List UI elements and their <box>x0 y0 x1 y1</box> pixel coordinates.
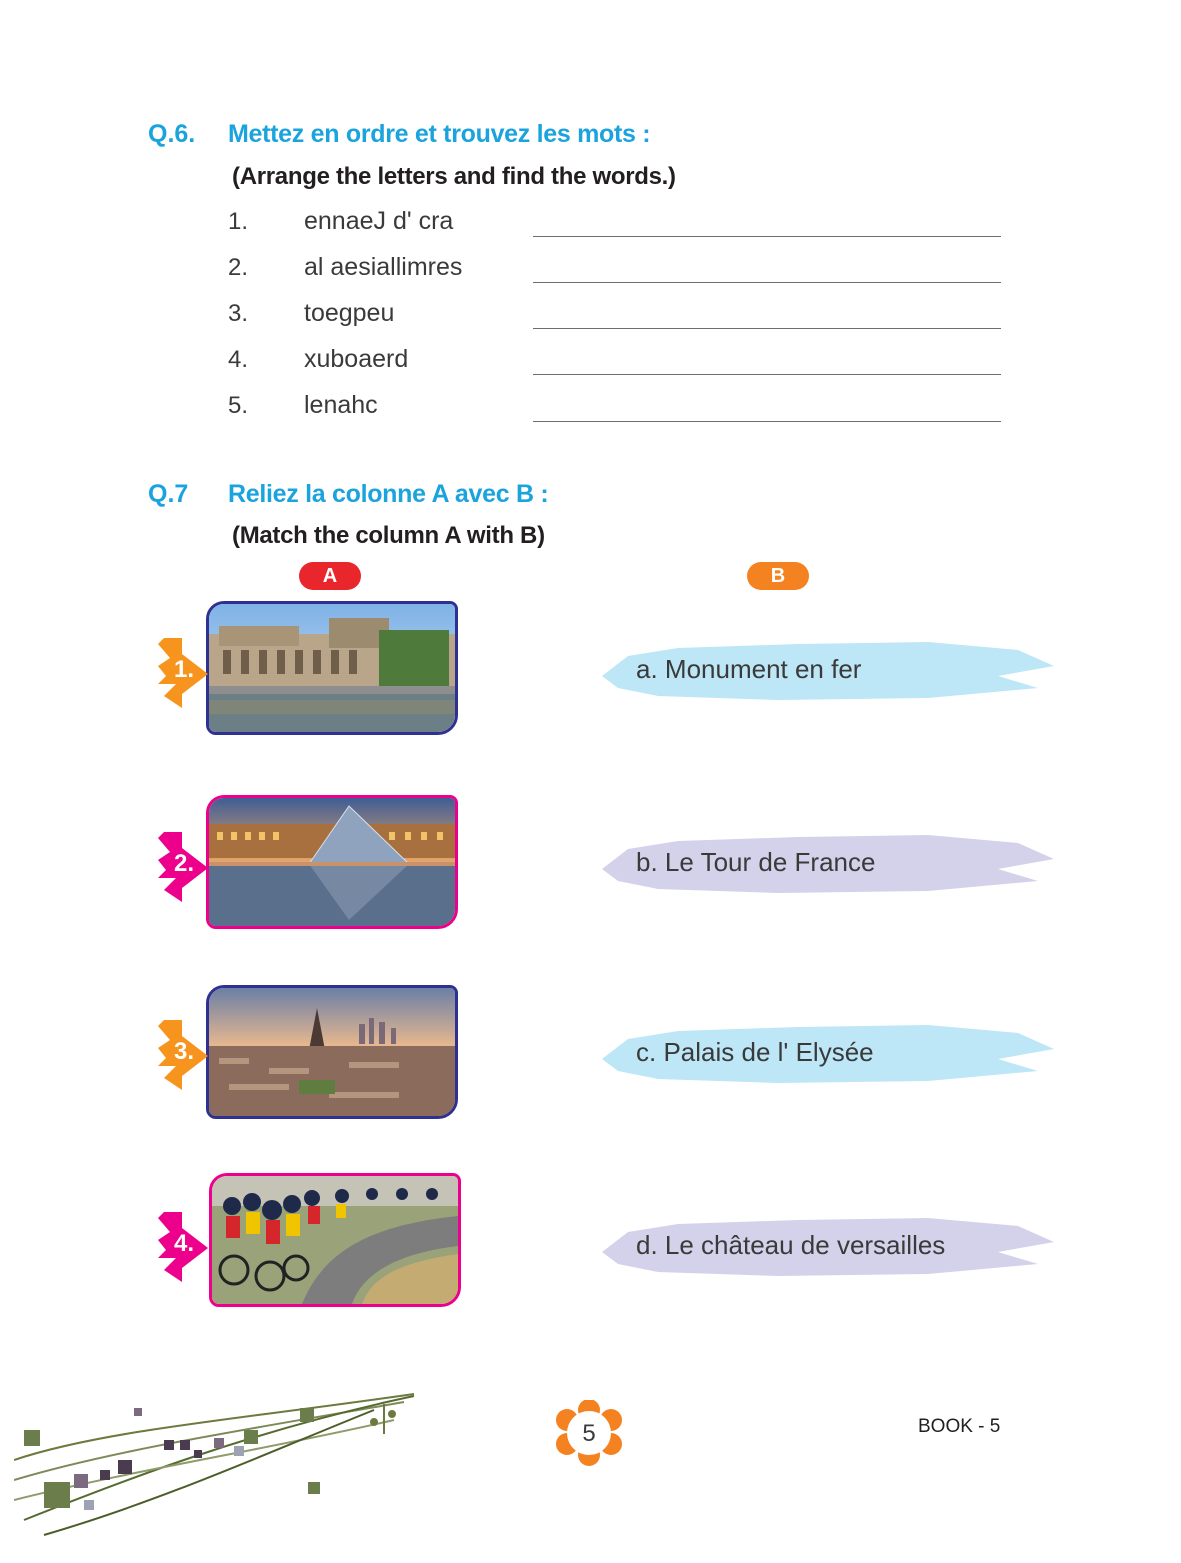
picture-number: 3. <box>174 1038 195 1065</box>
q6-item-number: 1. <box>228 208 249 235</box>
answer-text: d. Le château de versailles <box>636 1230 946 1260</box>
q6-scrambled-word: toegpeu <box>304 299 395 327</box>
answer-text: c. Palais de l' Elysée <box>636 1037 874 1067</box>
q6-answer-line[interactable] <box>533 421 1001 422</box>
q6-item-number: 2. <box>228 254 249 281</box>
page-number: 5 <box>582 1420 596 1447</box>
book-label: BOOK - 5 <box>918 1416 1001 1437</box>
q6-scrambled-word: xuboaerd <box>304 345 409 373</box>
footer-swirl-decoration-icon <box>14 1390 424 1540</box>
q6-scrambled-word: al aesiallimres <box>304 253 463 281</box>
q6-title: Mettez en ordre et trouvez les mots : <box>228 120 651 148</box>
q7-subtitle: (Match the column A with B) <box>232 522 545 549</box>
picture-number: 4. <box>174 1230 195 1257</box>
q7-number: Q.7 <box>148 480 189 508</box>
answer-option[interactable] <box>598 829 1058 899</box>
musee-orsay-photo[interactable] <box>206 601 458 735</box>
page-number-badge-icon <box>553 1400 625 1466</box>
answer-text: b. Le Tour de France <box>636 847 876 877</box>
louvre-pyramid-photo[interactable] <box>206 795 458 929</box>
picture-number: 1. <box>174 656 195 683</box>
q6-item-number: 4. <box>228 346 249 373</box>
q6-scrambled-word: lenahc <box>304 391 378 419</box>
q6-answer-line[interactable] <box>533 282 1001 283</box>
answer-option[interactable] <box>598 1019 1058 1089</box>
cyclists-race-photo[interactable] <box>209 1173 461 1307</box>
q6-number: Q.6. <box>148 120 196 148</box>
picture-number: 2. <box>174 850 195 877</box>
q6-item-number: 3. <box>228 300 249 327</box>
arrow-badge-icon <box>152 1210 212 1282</box>
column-b-label: B <box>747 562 809 590</box>
column-a-label: A <box>299 562 361 590</box>
q6-answer-line[interactable] <box>533 374 1001 375</box>
q6-item-number: 5. <box>228 392 249 419</box>
answer-option[interactable] <box>598 636 1058 706</box>
q6-answer-line[interactable] <box>533 328 1001 329</box>
q6-scrambled-word: ennaeJ d' cra <box>304 207 454 235</box>
answer-option[interactable] <box>598 1212 1058 1282</box>
q6-answer-line[interactable] <box>533 236 1001 237</box>
q6-subtitle: (Arrange the letters and find the words.) <box>232 163 676 190</box>
paris-eiffel-skyline-photo[interactable] <box>206 985 458 1119</box>
answer-text: a. Monument en fer <box>636 654 862 684</box>
q7-title: Reliez la colonne A avec B : <box>228 480 549 508</box>
arrow-badge-icon <box>152 636 212 708</box>
arrow-badge-icon <box>152 830 212 902</box>
arrow-badge-icon <box>152 1018 212 1090</box>
